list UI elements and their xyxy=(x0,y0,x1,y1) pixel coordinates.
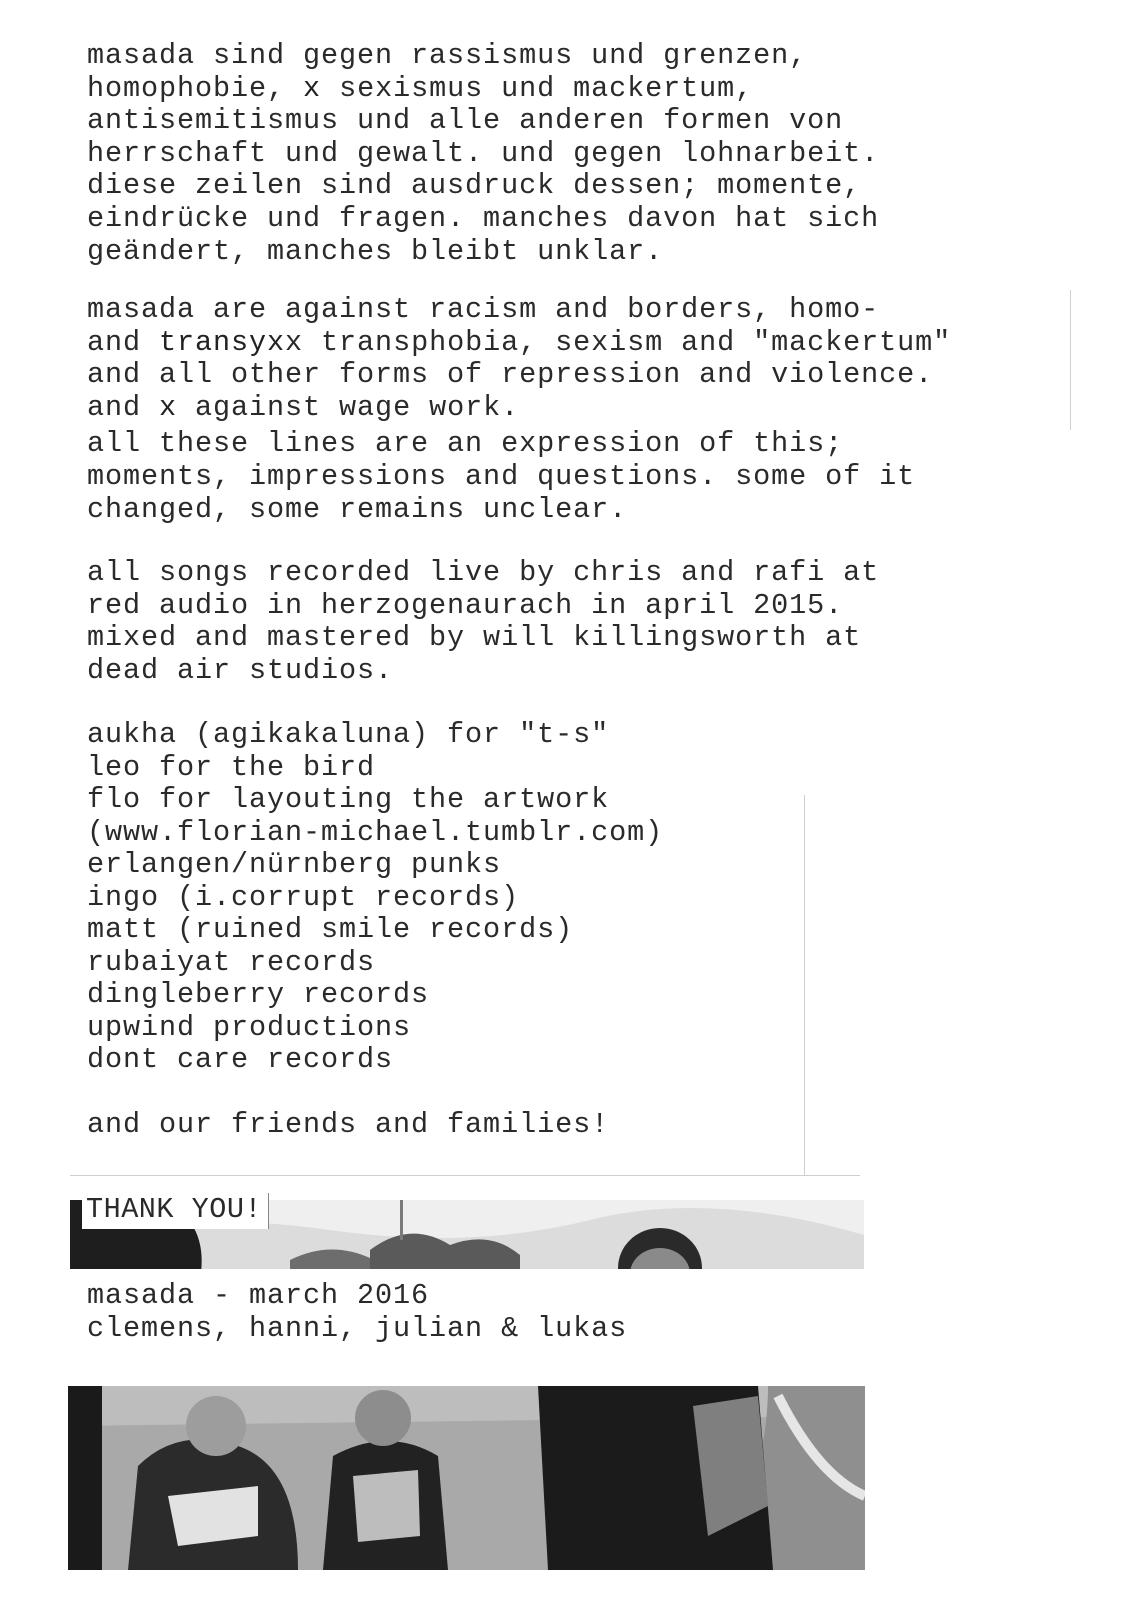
thanks-list xyxy=(87,719,663,1142)
typed-over-character: x xyxy=(159,390,178,424)
thanks-item: (www.florian-michael.tumblr.com) xyxy=(87,815,664,849)
recording-line: all songs recorded live by chris and rafi at xyxy=(87,556,880,589)
thanks-item: dont care records xyxy=(87,1043,394,1076)
german-line: geändert, manches bleibt unklar. xyxy=(87,234,664,268)
english-line: all these lines are an expression of this; xyxy=(87,427,844,461)
recording-line: red audio in herzogenaurach in april 2015. xyxy=(87,588,844,622)
german-paragraph xyxy=(87,40,879,268)
paste-up-edge xyxy=(70,1175,860,1176)
paste-up-edge xyxy=(1070,290,1071,430)
recording-line: mixed and mastered by will killingsworth at xyxy=(87,621,862,655)
german-line: masada sind gegen rassismus und grenzen, xyxy=(87,39,808,72)
german-line: diese zeilen sind ausdruck dessen; momente, xyxy=(87,169,862,203)
band-photo-lower xyxy=(68,1386,865,1570)
thanks-item: flo for layouting the artwork xyxy=(87,783,610,816)
signoff xyxy=(87,1280,627,1345)
thank-you-label: THANK YOU! xyxy=(82,1193,269,1229)
typed-over-character: x xyxy=(303,71,322,105)
paste-up-edge xyxy=(804,795,805,1175)
english-line: masada are against racism and borders, homo- xyxy=(87,293,880,326)
signoff-line2: clemens, hanni, julian & lukas xyxy=(87,1311,628,1345)
band-photo-lower-image xyxy=(68,1386,865,1570)
thanks-item: ingo (i.corrupt records) xyxy=(87,880,520,914)
english-paragraph xyxy=(87,294,951,526)
english-line: changed, some remains unclear. xyxy=(87,492,628,526)
thanks-item: matt (ruined smile records) xyxy=(87,913,574,946)
thanks-item: leo for the bird xyxy=(87,750,376,784)
english-line: and all other forms of repression and violence. xyxy=(87,358,934,392)
signoff-line1: masada - march 2016 xyxy=(87,1279,430,1312)
german-line: antisemitismus und alle anderen formen von xyxy=(87,104,844,138)
thanks-closing: and our friends and families! xyxy=(87,1108,610,1141)
thanks-item: erlangen/nürnberg punks xyxy=(87,848,502,881)
thanks-item: aukha (agikakaluna) for "t-s" xyxy=(87,718,610,751)
thanks-item: rubaiyat records xyxy=(87,945,376,979)
recording-paragraph xyxy=(87,557,879,687)
thanks-item: dingleberry records xyxy=(87,978,430,1011)
german-line: eindrücke und fragen. manches davon hat sich xyxy=(87,201,880,235)
german-line: homophobie, x sexismus und mackertum, xyxy=(87,71,754,105)
recording-line: dead air studios. xyxy=(87,653,394,687)
thanks-item: upwind productions xyxy=(87,1010,412,1044)
typed-over-word: transyx xyxy=(159,325,286,359)
german-line: herrschaft und gewalt. und gegen lohnarbeit. xyxy=(87,136,880,170)
english-line: moments, impressions and questions. some of it xyxy=(87,459,916,493)
english-line: and transyxx transphobia, sexism and "mackertum" xyxy=(87,325,952,359)
english-line: and x against wage work. xyxy=(87,390,520,424)
